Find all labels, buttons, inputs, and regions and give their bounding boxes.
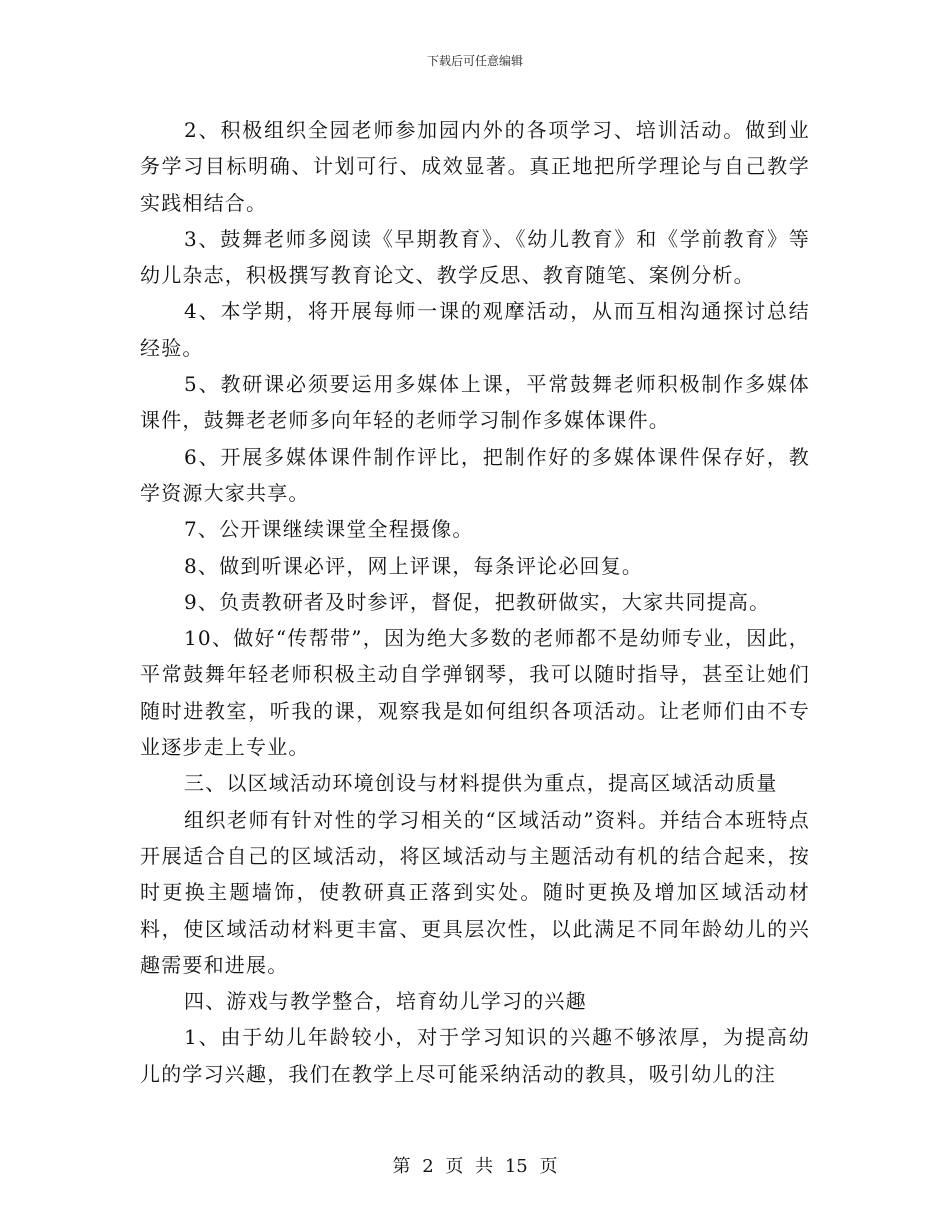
- paragraph-item-2: 2、积极组织全园老师参加园内外的各项学习、培训活动。做到业务学习目标明确、计划可行、成效显著。真正地把所学理论与自己教学实践相结合。: [140, 118, 810, 215]
- page-header: 下载后可任意编辑: [426, 54, 523, 68]
- paragraph-item-3: 3、鼓舞老师多阅读《早期教育》、《幼儿教育》和《学前教育》等幼儿杂志，积极撰写教育论文、教学反思、教育随笔、案例分析。: [140, 226, 810, 288]
- section-4-item-1: 1、由于幼儿年龄较小，对于学习知识的兴趣不够浓厚，为提高幼儿的学习兴趣，我们在教学上尽可能采纳活动的教具，吸引幼儿的注: [140, 1025, 810, 1086]
- paragraph-item-4: 4、本学期，将开展每师一课的观摩活动，从而互相沟通探讨总结经验。: [140, 299, 810, 360]
- section-3-body: 组织老师有针对性的学习相关的“区域活动”资料。并结合本班特点开展适合自己的区域活动，将区域活动与主题活动有机的结合起来，按时更换主题墙饰，使教研真正落到实处。随时更换及增加区域活动材料，使区域活动材料更丰富、更具层次性，以此满足不同年龄幼儿的兴趣需要和进展。: [140, 807, 810, 977]
- document-body: [140, 112, 810, 1092]
- section-heading-3: 三、以区域活动环境创设与材料提供为重点，提高区域活动质量: [184, 771, 778, 796]
- paragraph-item-8: 8、做到听课必评，网上评课，每条评论必回复。: [184, 553, 644, 578]
- paragraph-item-10: 10、做好“传帮带”，因为绝大多数的老师都不是幼师专业，因此，平常鼓舞年轻老师积极主动自学弹钢琴，我可以随时指导，甚至让她们随时进教室，听我的课，观察我是如何组织各项活动。让老师们由不专业逐步走上专业。: [140, 626, 810, 760]
- paragraph-item-9: 9、负责教研者及时参评，督促，把教研做实，大家共同提高。: [184, 589, 771, 614]
- paragraph-item-5: 5、教研课必须要运用多媒体上课，平常鼓舞老师积极制作多媒体课件，鼓舞老老师多向年轻的老师学习制作多媒体课件。: [140, 372, 810, 433]
- page-number-footer: 第 2 页 共 15 页: [392, 1156, 558, 1177]
- section-heading-4: 四、游戏与教学整合，培育幼儿学习的兴趣: [184, 989, 587, 1014]
- paragraph-item-7: 7、公开课继续课堂全程摄像。: [184, 517, 474, 542]
- paragraph-item-6: 6、开展多媒体课件制作评比，把制作好的多媒体课件保存好，教学资源大家共享。: [140, 444, 810, 505]
